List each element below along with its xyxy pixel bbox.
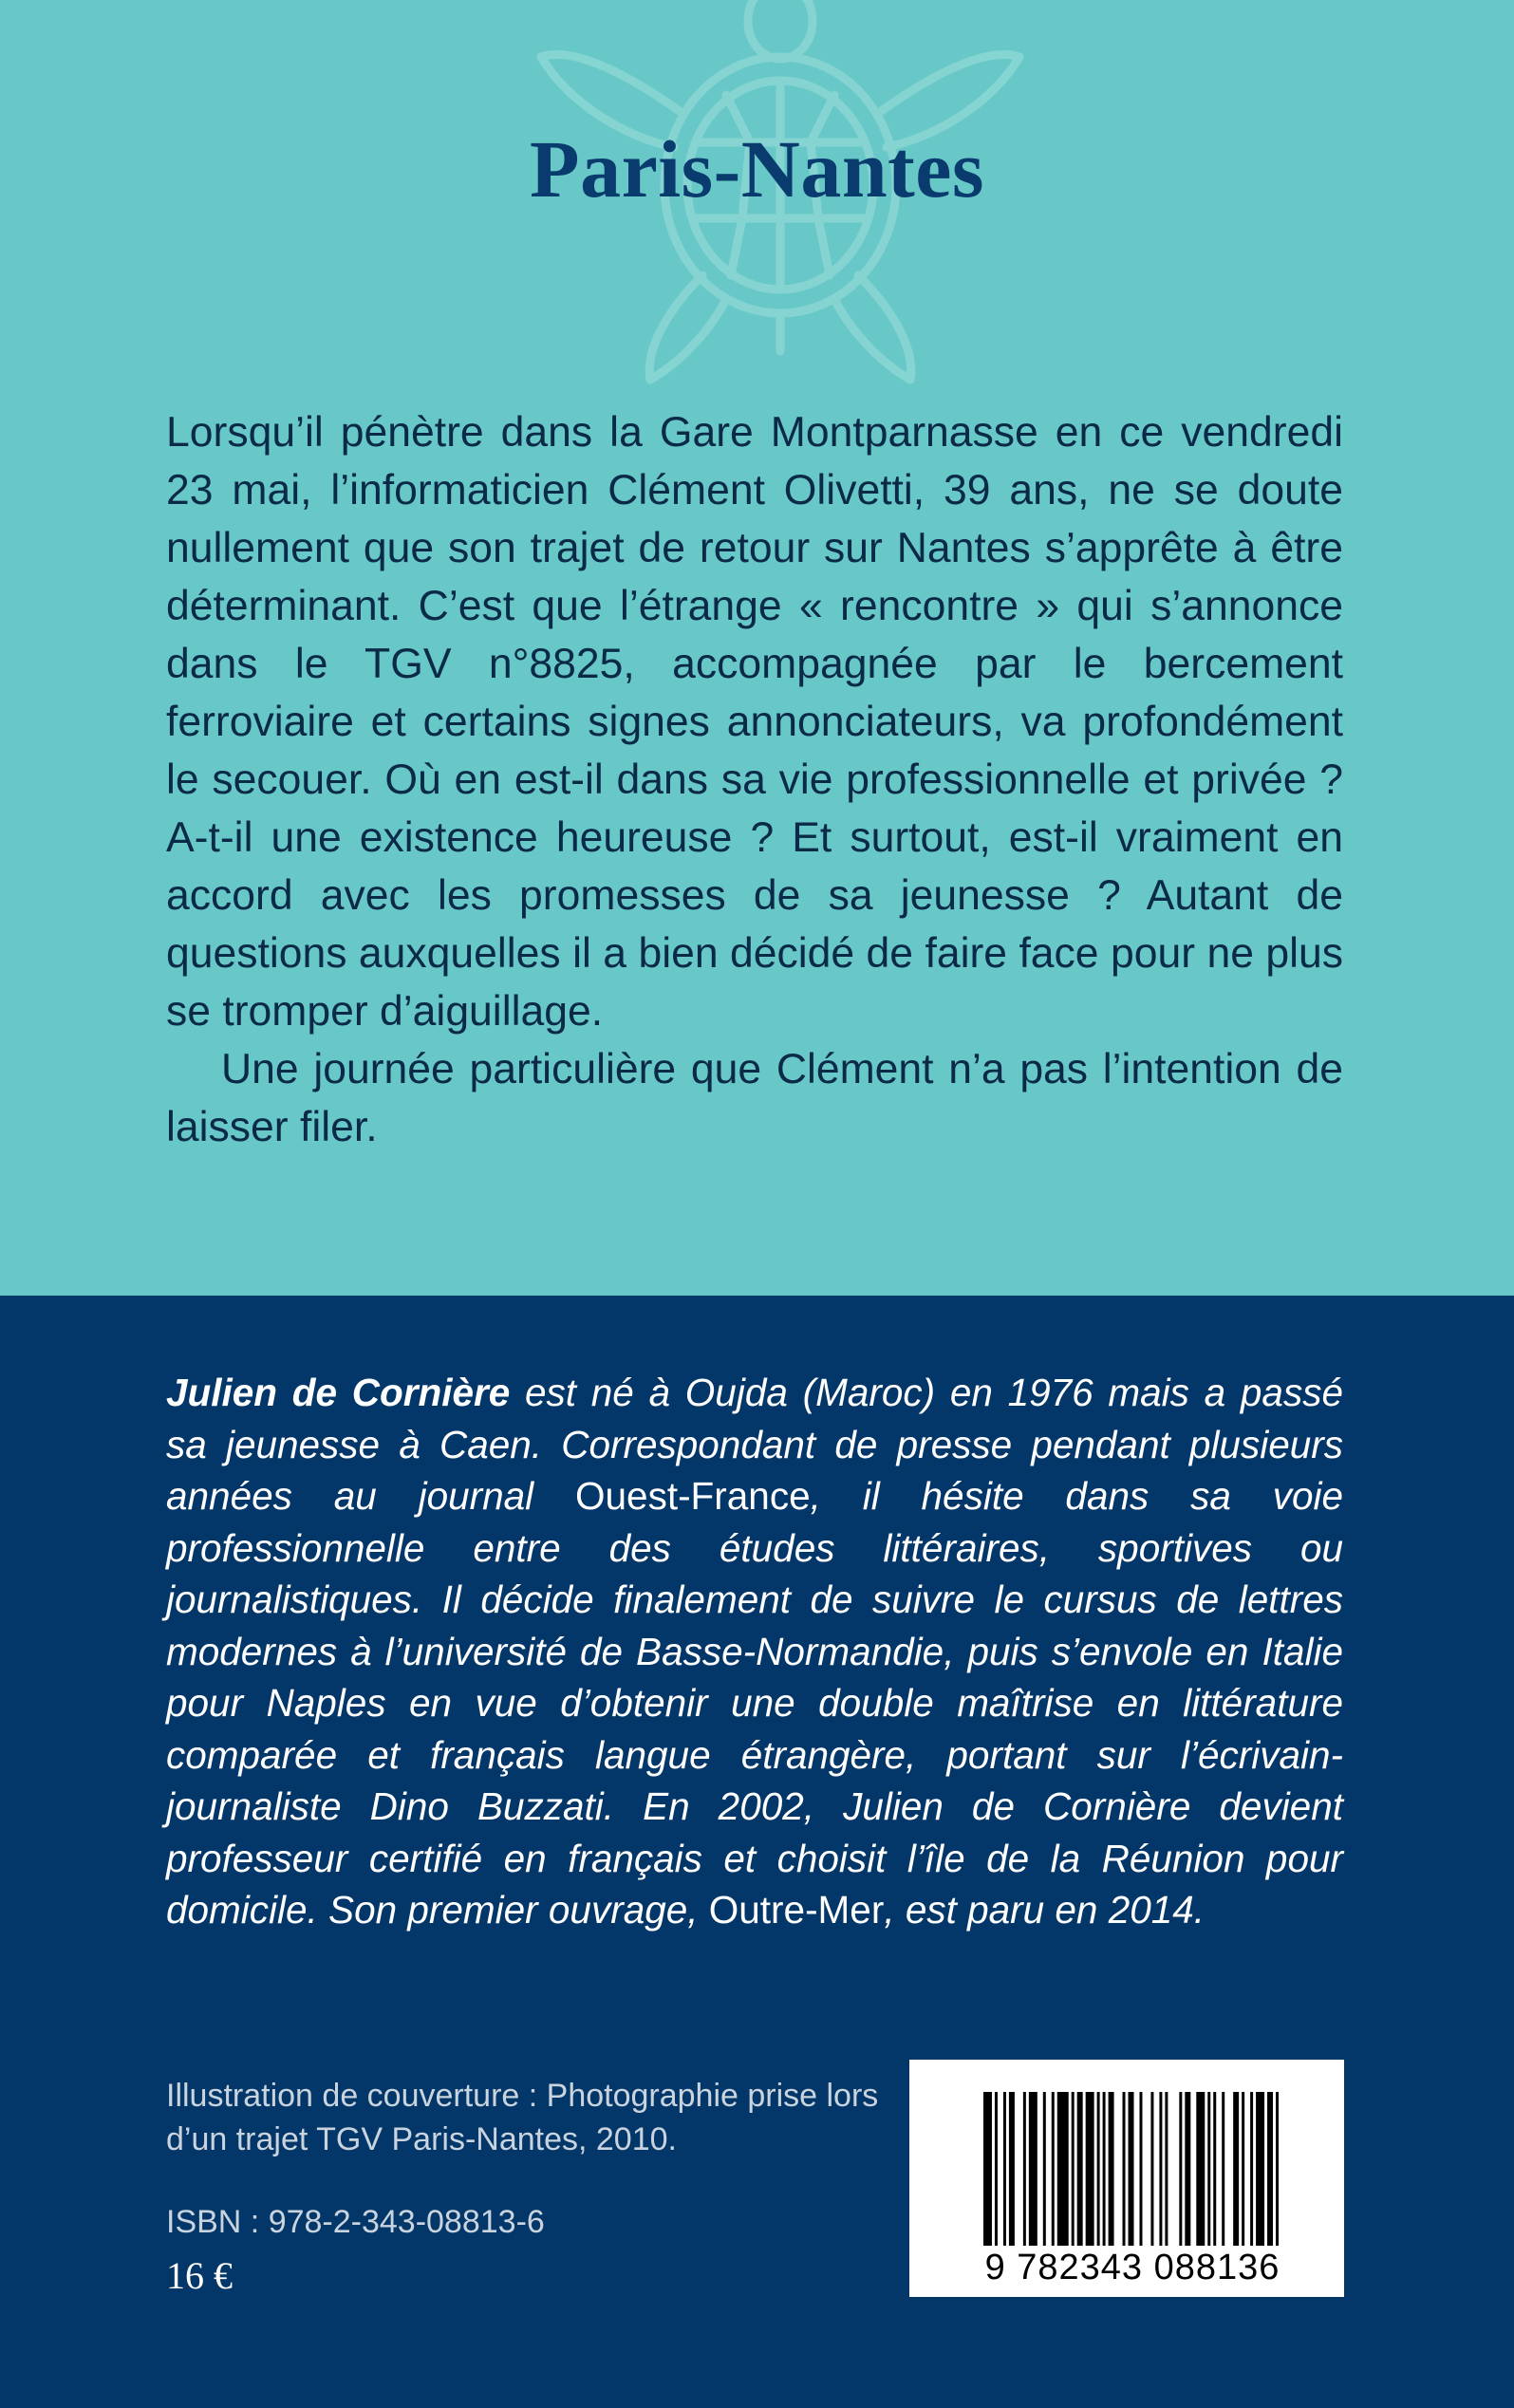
barcode-bar [1072, 2092, 1075, 2246]
barcode-bar [1196, 2092, 1205, 2246]
sea-turtle-icon [532, 0, 1025, 437]
barcode-bar [1159, 2092, 1162, 2246]
barcode-bar [1276, 2092, 1279, 2246]
barcode-bar [1185, 2092, 1190, 2246]
barcode-bar [995, 2092, 998, 2246]
bio-text-1: est né à Oujda (Maroc) en 1976 mais a passé sa jeunesse à Caen. Correspondant de presse pendant plusieurs années au journal [166, 1371, 1343, 1518]
barcode-bar [1057, 2092, 1069, 2246]
barcode-digits: 9 782343 088136 [984, 2248, 1280, 2287]
author-name: Julien de Cornière [166, 1371, 511, 1414]
barcode-bar [1009, 2092, 1015, 2246]
barcode-bar [1267, 2092, 1273, 2246]
back-cover-blurb [166, 403, 1343, 1156]
barcode-bar [1103, 2092, 1106, 2246]
blurb-paragraph-2: Une journée particulière que Clément n’a pas l’intention de laisser filer. [166, 1046, 1343, 1150]
isbn-number: ISBN : 978-2-343-08813-6 [166, 2204, 545, 2240]
barcode-bar [1233, 2092, 1239, 2246]
barcode-bar [1165, 2092, 1168, 2246]
blurb-paragraph-1: Lorsqu’il pénètre dans la Gare Montparnasse en ce vendredi 23 mai, l’informaticien Clément Olivetti, 39 ans, ne se doute nullement que son trajet de retour sur Nantes s’apprête à être déterminant. C’est que l’étrange « rencontre » qui s’annonce dans le TGV n°8825, accompagnée par le bercement ferroviaire et certains signes annonciateurs, va profondément le secouer. Où en est-il dans sa vie professionnelle et privée ? A-t-il une existence heureuse ? Et surtout, est-il vraiment en accord avec les promesses de sa jeunesse ? Autant de questions auxquelles il a bien décidé de faire face pour ne plus se tromper d’aiguillage. [166, 409, 1343, 1035]
barcode-bar [1150, 2092, 1153, 2246]
barcode-bar [1207, 2092, 1210, 2246]
barcode-bar [1097, 2092, 1100, 2246]
barcode-bar [1029, 2092, 1037, 2246]
barcode-bar [1250, 2092, 1253, 2246]
barcode-bar [1052, 2092, 1055, 2246]
bio-text-3: , est paru en 2014. [884, 1888, 1206, 1932]
barcode-bar [1179, 2092, 1182, 2246]
first-book-title: Outre-Mer [708, 1888, 885, 1932]
barcode [909, 2060, 1344, 2297]
barcode-bar [1129, 2092, 1134, 2246]
barcode-bar [1023, 2092, 1026, 2246]
barcode-bar [983, 2092, 992, 2246]
barcode-bar [1222, 2092, 1224, 2246]
price-label: 16 € [166, 2254, 233, 2297]
barcode-bar [1086, 2092, 1094, 2246]
author-biography [166, 1367, 1343, 1936]
barcode-bar [1139, 2092, 1142, 2246]
illustration-credit: Illustration de couverture : Photographie prise lors d’un trajet TGV Paris-Nantes, 2010. [166, 2078, 879, 2157]
barcode-bar [1003, 2092, 1006, 2246]
barcode-bar [1109, 2092, 1114, 2246]
barcode-bar [1123, 2092, 1126, 2246]
bio-text-2: , il hésite dans sa voie professionnelle entre des études littéraires, sportives ou journalistiques. Il décide finalement de suivre le cursus de lettres modernes à l’université de Basse-Normandie, puis s’envole en Italie pour Naples en vue d’obtenir une double maîtrise en littérature comparée et français langue étrangère, portant sur l’écrivain-journaliste Dino Buzzati. En 2002, Julien de Cornière devient professeur certifié en français et choisit l’île de la Réunion pour domicile. Son premier ouvrage, [166, 1474, 1343, 1932]
barcode-bar [1256, 2092, 1264, 2246]
barcode-bar [1077, 2092, 1083, 2246]
barcode-bar [1213, 2092, 1216, 2246]
barcode-bar [1242, 2092, 1244, 2246]
newspaper-name: Ouest-France [575, 1474, 811, 1518]
barcode-bars-icon [983, 2092, 1281, 2246]
book-title: Paris-Nantes [530, 123, 984, 215]
barcode-bar [1043, 2092, 1046, 2246]
